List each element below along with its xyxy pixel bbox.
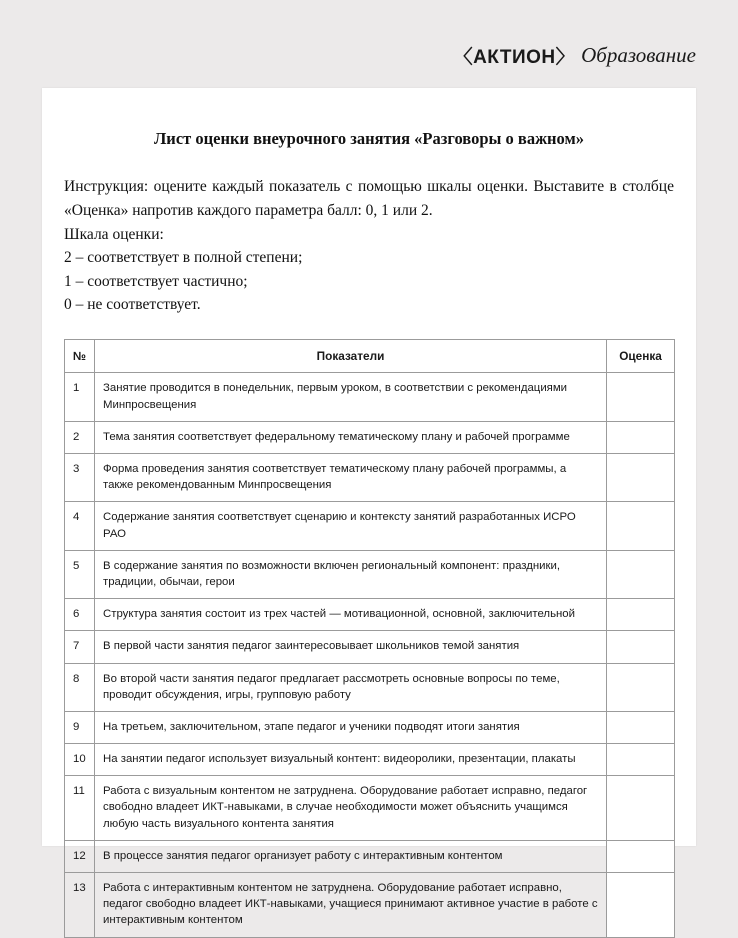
row-indicator: В процессе занятия педагог организует работу с интерактивным контентом [95, 840, 607, 872]
table-row [65, 550, 675, 598]
row-score-cell[interactable] [607, 873, 675, 938]
row-number: 6 [65, 599, 95, 631]
table-row [65, 776, 675, 841]
row-score-cell[interactable] [607, 711, 675, 743]
table-body [65, 373, 675, 937]
row-indicator: На занятии педагог использует визуальный контент: видеоролики, презентации, плакаты [95, 744, 607, 776]
table-row [65, 454, 675, 502]
row-score-cell[interactable] [607, 599, 675, 631]
row-score-cell[interactable] [607, 550, 675, 598]
row-number: 3 [65, 454, 95, 502]
instruction-line-4: 1 – соответствует частично; [64, 272, 248, 290]
row-indicator: Форма проведения занятия соответствует тематическому плану рабочей программы, а также рекомендованным Минпросвещения [95, 454, 607, 502]
table-header-row [65, 339, 675, 373]
row-indicator: Структура занятия состоит из трех частей — мотивационной, основной, заключительной [95, 599, 607, 631]
row-number: 1 [65, 373, 95, 421]
row-number: 4 [65, 502, 95, 550]
row-number: 8 [65, 663, 95, 711]
table-row [65, 373, 675, 421]
table-row [65, 711, 675, 743]
column-header-indicator: Показатели [95, 339, 607, 373]
row-number: 11 [65, 776, 95, 841]
row-number: 5 [65, 550, 95, 598]
table-row [65, 873, 675, 938]
row-number: 12 [65, 840, 95, 872]
brand-header [454, 42, 696, 69]
row-score-cell[interactable] [607, 663, 675, 711]
row-indicator: Тема занятия соответствует федеральному тематическому плану и рабочей программе [95, 421, 607, 453]
row-number: 2 [65, 421, 95, 453]
table-row [65, 663, 675, 711]
row-score-cell[interactable] [607, 776, 675, 841]
row-score-cell[interactable] [607, 454, 675, 502]
aktion-logo: 〈АКТИОН〉 [453, 47, 576, 68]
table-row [65, 631, 675, 663]
rating-table [64, 339, 675, 938]
row-score-cell[interactable] [607, 421, 675, 453]
instruction-line-5: 0 – не соответствует. [64, 296, 201, 314]
row-number: 9 [65, 711, 95, 743]
row-score-cell[interactable] [607, 631, 675, 663]
table-row [65, 502, 675, 550]
row-number: 10 [65, 744, 95, 776]
row-indicator: В первой части занятия педагог заинтересовывает школьников темой занятия [95, 631, 607, 663]
row-score-cell[interactable] [607, 502, 675, 550]
row-indicator: В содержание занятия по возможности включен региональный компонент: праздники, традиции, обычаи, герои [95, 550, 607, 598]
row-score-cell[interactable] [607, 840, 675, 872]
page-title: Лист оценки внеурочного занятия «Разговоры о важном» [154, 129, 584, 148]
instruction-line-1: Инструкция: оцените каждый показатель с помощью шкалы оценки. Выставите в столбце «Оценка» напротив каждого параметра балл: 0, 1 или 2. [64, 178, 674, 219]
table-row [65, 840, 675, 872]
row-score-cell[interactable] [607, 744, 675, 776]
column-header-number: № [65, 339, 95, 373]
row-number: 13 [65, 873, 95, 938]
table-row [65, 744, 675, 776]
instruction-line-3: 2 – соответствует в полной степени; [64, 249, 303, 267]
column-header-score: Оценка [607, 339, 675, 373]
row-indicator: Содержание занятия соответствует сценарию и контексту занятий разработанных ИСРО РАО [95, 502, 607, 550]
row-indicator: Занятие проводится в понедельник, первым уроком, в соответствии с рекомендациями Минпросвещения [95, 373, 607, 421]
row-score-cell[interactable] [607, 373, 675, 421]
row-indicator: Во второй части занятия педагог предлагает рассмотреть основные вопросы по теме, проводит обсуждения, игры, групповую работу [95, 663, 607, 711]
document-sheet [42, 88, 696, 927]
instruction-line-2: Шкала оценки: [64, 225, 164, 243]
table-row [65, 599, 675, 631]
instructions-block [64, 175, 674, 316]
brand-subtitle: Образование [581, 43, 696, 67]
row-indicator: Работа с визуальным контентом не затруднена. Оборудование работает исправно, педагог свободно владеет ИКТ-навыками, в случае необходимости может объяснить учащимся любую часть визуального контента занятия [95, 776, 607, 841]
row-indicator: Работа с интерактивным контентом не затруднена. Оборудование работает исправно, педагог свободно владеет ИКТ-навыками, учащиеся принимают активное участие в работе с интерактивным контентом [95, 873, 607, 938]
row-indicator: На третьем, заключительном, этапе педагог и ученики подводят итоги занятия [95, 711, 607, 743]
table-row [65, 421, 675, 453]
row-number: 7 [65, 631, 95, 663]
